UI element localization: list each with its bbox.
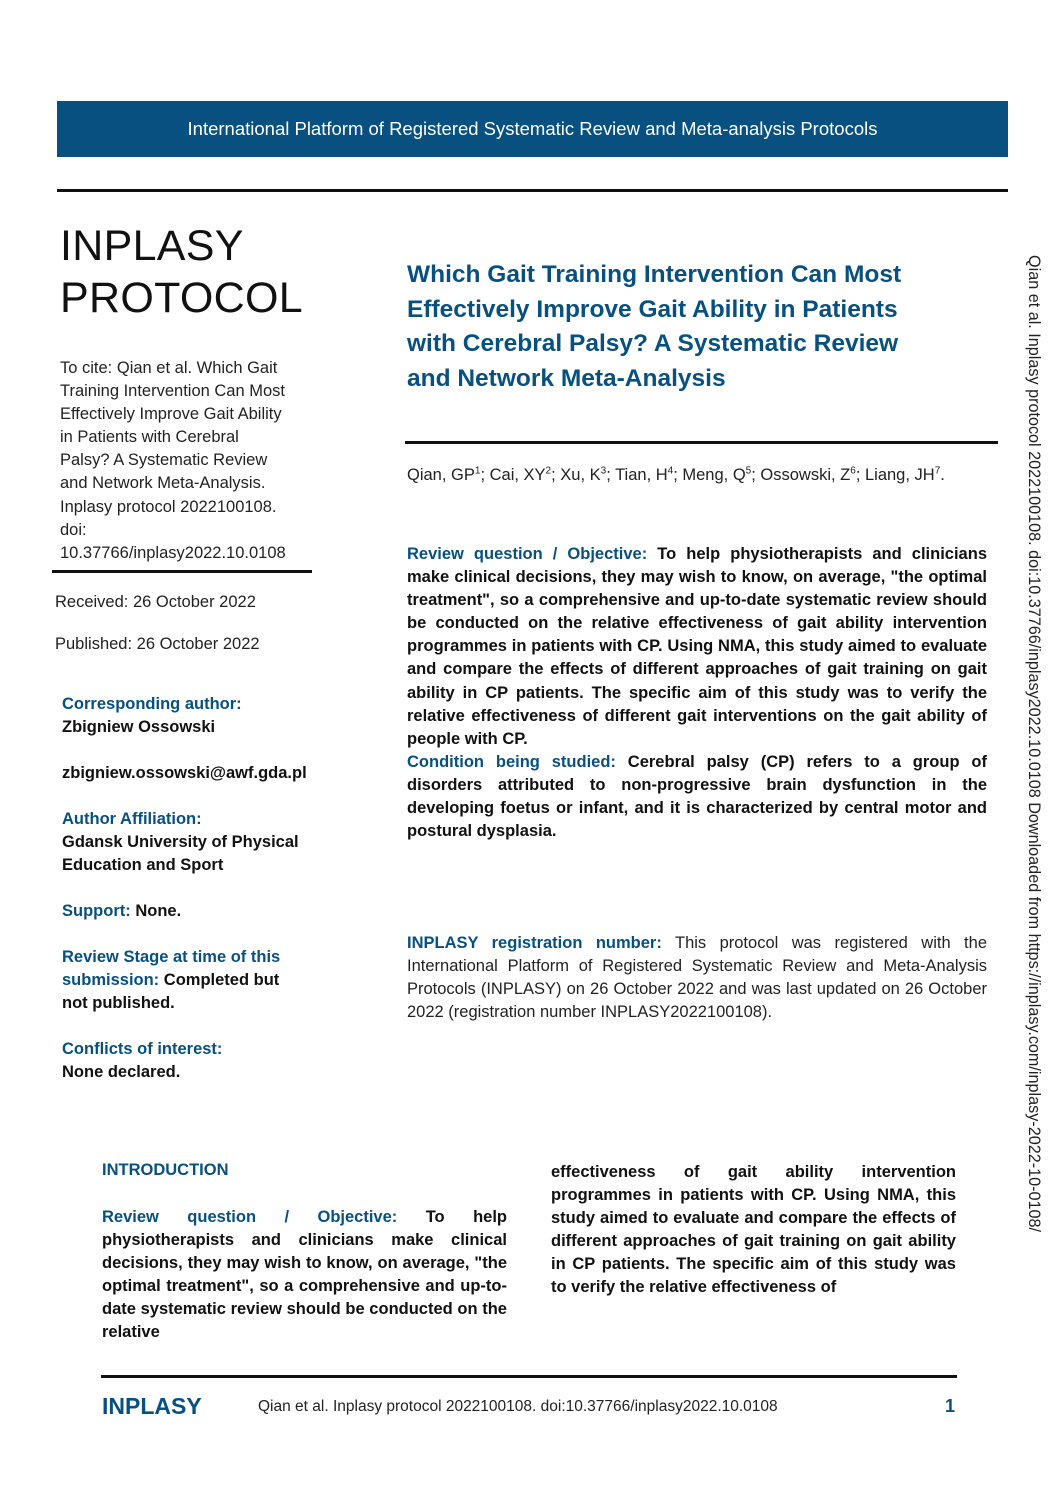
- affiliation-block: [62, 808, 362, 877]
- received-date: Received: 26 October 2022: [55, 593, 256, 611]
- author-name: Ossowski, Z: [760, 466, 851, 484]
- objective-text: To help physiotherapists and clinicians make clinical decisions, they may wish to know, on average, "the optimal treatment", so a comprehensive and up-to-date systematic review should be conducted on the relative effectiveness of gait ability intervention programmes in patients with CP. Using NMA, this study aimed to evaluate and compare the effects of different approaches of gait training on gait ability in CP patients. The specific aim of this study was to verify the relative effectiveness of different gait interventions on the gait ability of people with CP.: [407, 545, 987, 748]
- author-separator: ;: [751, 466, 761, 484]
- title-rule: [405, 441, 998, 444]
- corresponding-label: Corresponding author:: [62, 695, 242, 713]
- support-value: None.: [135, 902, 182, 920]
- registration-label: INPLASY registration number:: [407, 934, 662, 952]
- affiliation-line: Education and Sport: [62, 856, 224, 874]
- vertical-download-note: Qian et al. Inplasy protocol 2022100108. doi:10.37766/inplasy2022.10.0108 Downloaded from https://inplasy.com/inplasy-2022-10-0108/: [1025, 255, 1043, 1232]
- author-list: [407, 464, 987, 487]
- conflicts-value: None declared.: [62, 1063, 181, 1081]
- author-separator: ;: [855, 466, 865, 484]
- email-block: [62, 762, 362, 785]
- citation-block: [60, 357, 335, 565]
- title-line: Which Gait Training Intervention Can Most: [407, 261, 902, 288]
- author-affiliation-number: 6: [850, 465, 856, 477]
- footer-rule: [101, 1375, 957, 1378]
- registration-info: [407, 932, 987, 1024]
- corresponding-name: Zbigniew Ossowski: [62, 718, 216, 736]
- cite-line: Effectively Improve Gait Ability: [60, 405, 282, 424]
- footer-brand: INPLASY: [102, 1393, 202, 1419]
- support-label: Support:: [62, 902, 131, 920]
- brand-line1: INPLASY: [60, 222, 244, 270]
- author-email-link[interactable]: zbigniew.ossowski@awf.gda.pl: [62, 764, 307, 782]
- abstract-objective: [407, 543, 987, 751]
- cite-line: To cite: Qian et al. Which Gait: [60, 359, 278, 377]
- stage-value: not published.: [62, 994, 175, 1012]
- introduction-column-left: [102, 1206, 507, 1345]
- sidebar-rule: [52, 570, 312, 573]
- author-name: Qian, GP: [407, 466, 475, 484]
- paper-title: [407, 258, 997, 396]
- condition-label: Condition being studied:: [407, 752, 616, 771]
- intro-col2-text: effectiveness of gait ability intervention programmes in patients with CP. Using NMA, this study aimed to evaluate and compare the effects of different approaches of gait training on gait ability in CP patients. The specific aim of this study was to verify the relative effectiveness of: [551, 1163, 956, 1297]
- author-affiliation-number: 2: [545, 465, 552, 477]
- registration-text: This protocol was registered with the International Platform of Registered Systematic Review and Meta-Analysis Protocols (INPLASY) on 26 October 2022 and was last updated on 26 October 2022 (registration number INPLASY2022100108).: [407, 934, 987, 1022]
- author-separator: ;: [480, 466, 490, 484]
- stage-label: submission:: [62, 971, 160, 989]
- author-name: Tian, H: [615, 466, 668, 484]
- abstract: [407, 543, 987, 843]
- title-line: Effectively Improve Gait Ability in Patients: [407, 295, 898, 323]
- author-separator: ;: [673, 466, 683, 484]
- author-separator: ;: [606, 466, 616, 484]
- conflicts-label: Conflicts of interest:: [62, 1040, 223, 1058]
- author-affiliation-number: 7: [934, 465, 941, 477]
- brand-line2: PROTOCOL: [60, 274, 303, 322]
- header-banner: [57, 101, 1008, 157]
- author-affiliation-number: 3: [600, 465, 607, 477]
- sidebar-metadata: [62, 693, 362, 1107]
- affiliation-label: Author Affiliation:: [62, 810, 202, 828]
- cite-line: and Network Meta-Analysis.: [60, 474, 266, 493]
- introduction-heading: INTRODUCTION: [102, 1161, 229, 1179]
- author-name: Liang, JH: [864, 466, 935, 484]
- banner-text: International Platform of Registered Systematic Review and Meta-analysis Protocols: [187, 118, 878, 139]
- cite-line: doi:: [60, 520, 87, 539]
- review-stage-block: [62, 946, 362, 1015]
- author-name: Cai, XY: [489, 466, 546, 484]
- intro-objective-label: Review question / Objective:: [102, 1208, 398, 1226]
- author-separator: ;: [551, 466, 561, 484]
- cite-line: Palsy? A Systematic Review: [60, 451, 268, 470]
- affiliation-line: Gdansk University of Physical: [62, 833, 299, 851]
- support-block: [62, 900, 362, 923]
- author-affiliation-number: 5: [745, 465, 752, 477]
- corresponding-author-block: [62, 693, 362, 739]
- author-separator: .: [940, 466, 945, 484]
- author-name: Xu, K: [560, 466, 601, 484]
- conflicts-block: [62, 1038, 362, 1084]
- page-number: 1: [945, 1396, 956, 1416]
- intro-col1-text: To help physiotherapists and clinicians make clinical decisions, they may wish to know, on average, "the optimal treatment", so a comprehensive and up-to-date systematic review should be conducted on the relative: [102, 1208, 507, 1342]
- stage-label: Review Stage at time of this: [62, 948, 281, 966]
- objective-label: Review question / Objective:: [407, 545, 648, 563]
- inplasy-protocol-logo: [60, 220, 303, 324]
- stage-value: Completed but: [163, 971, 280, 989]
- published-date: Published: 26 October 2022: [55, 635, 260, 653]
- author-name: Meng, Q: [682, 466, 746, 484]
- author-affiliation-number: 1: [474, 465, 481, 477]
- author-affiliation-number: 4: [667, 465, 674, 477]
- footer-citation: Qian et al. Inplasy protocol 2022100108. doi:10.37766/inplasy2022.10.0108: [258, 1398, 778, 1415]
- cite-line: Inplasy protocol 2022100108.: [60, 497, 277, 516]
- title-line: and Network Meta-Analysis: [407, 364, 726, 392]
- cite-line: Training Intervention Can Most: [60, 382, 285, 401]
- title-line: with Cerebral Palsy? A Systematic Review: [407, 330, 899, 357]
- top-rule: [57, 189, 1008, 192]
- introduction-column-right: [551, 1161, 956, 1300]
- condition-text: Cerebral palsy (CP) refers to a group of disorders attributed to non-progressive brain dysfunction in the developing foetus or infant, and it is characterized by central motor and postural dysplasia.: [407, 752, 987, 841]
- abstract-condition: [407, 751, 987, 843]
- cite-doi-link[interactable]: 10.37766/inplasy2022.10.0108: [60, 543, 286, 562]
- cite-line: in Patients with Cerebral: [60, 428, 239, 447]
